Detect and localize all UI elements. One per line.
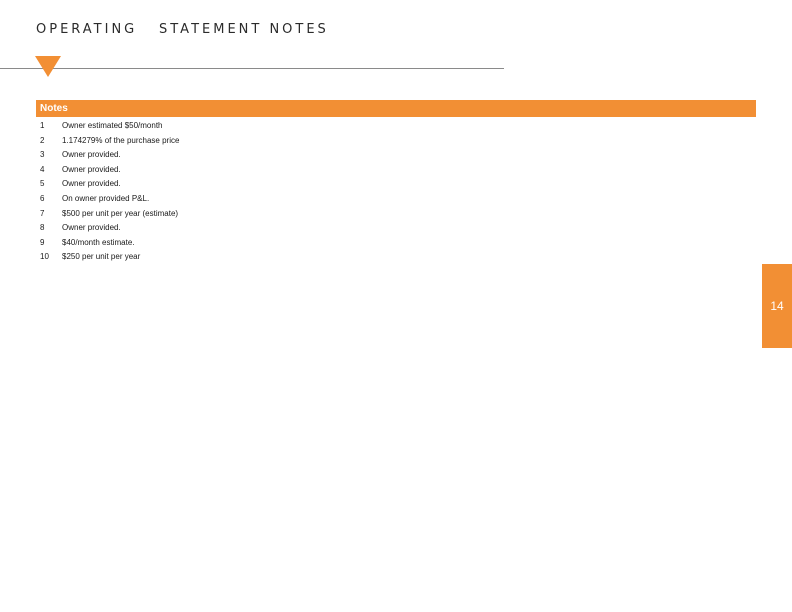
note-text: On owner provided P&L.: [62, 193, 150, 203]
note-row: [36, 119, 756, 134]
note-text: $40/month estimate.: [62, 237, 135, 247]
note-row: [36, 163, 756, 178]
notes-list: [36, 119, 756, 265]
triangle-marker-icon: [35, 56, 61, 77]
page-header: [36, 22, 506, 42]
note-text: $250 per unit per year: [62, 252, 141, 262]
note-text: Owner provided.: [62, 150, 121, 160]
note-text: Owner estimated $50/month: [62, 121, 163, 130]
note-row: [36, 221, 756, 236]
page-title-operating: OPERATING: [36, 22, 138, 37]
note-number: 1: [40, 121, 45, 130]
note-text: $500 per unit per year (estimate): [62, 208, 179, 218]
note-row: [36, 134, 756, 149]
notes-heading: Notes: [36, 100, 756, 117]
note-number: 4: [40, 164, 45, 174]
note-number: 3: [40, 150, 45, 160]
page-number: 14: [770, 299, 784, 313]
note-number: 10: [40, 252, 49, 262]
note-row: [36, 192, 756, 207]
note-text: Owner provided.: [62, 223, 121, 233]
note-number: 5: [40, 179, 45, 189]
note-number: 7: [40, 208, 45, 218]
page-number-tab: [762, 264, 792, 348]
header-divider: [0, 68, 504, 69]
note-number: 9: [40, 237, 45, 247]
note-text: Owner provided.: [62, 164, 121, 174]
page-title-statement-notes: STATEMENT NOTES: [159, 22, 329, 37]
note-text: 1.174279% of the purchase price: [62, 135, 180, 145]
note-row: [36, 148, 756, 163]
notes-table: [36, 100, 756, 265]
note-number: 2: [40, 135, 45, 145]
note-row: [36, 177, 756, 192]
note-number: 6: [40, 193, 45, 203]
note-text: Owner provided.: [62, 179, 121, 189]
note-row: [36, 250, 756, 265]
note-row: [36, 207, 756, 222]
note-number: 8: [40, 223, 45, 233]
note-row: [36, 236, 756, 251]
